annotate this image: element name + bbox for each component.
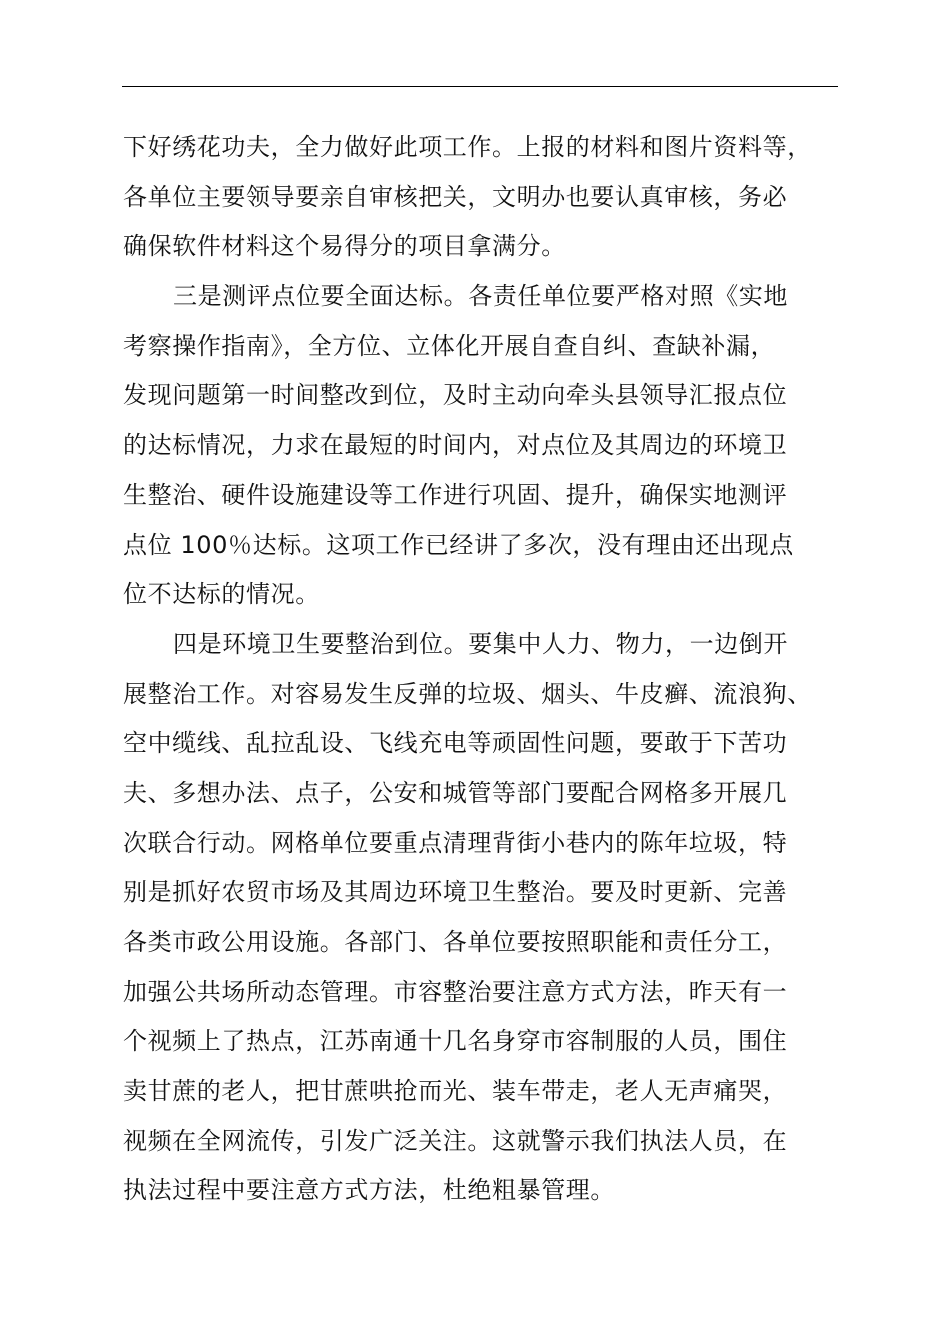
text-line: 各单位主要领导要亲自审核把关，文明办也要认真审核，务必 [123, 182, 788, 211]
text-line: 视频在全网流传，引发广泛关注。这就警示我们执法人员，在 [123, 1126, 788, 1155]
text-line: 各类市政公用设施。各部门、各单位要按照职能和责任分工， [123, 928, 788, 956]
text-line: 位不达标的情况。 [123, 580, 320, 609]
text-line: 卖甘蔗的老人，把甘蔗哄抢而光、装车带走，老人无声痛哭， [123, 1077, 788, 1106]
paragraph-first-line: 四是环境卫生要整治到位。要集中人力、物力，一边倒开 [173, 629, 788, 658]
text-line: 执法过程中要注意方式方法，杜绝粗暴管理。 [123, 1176, 615, 1205]
text-line: 发现问题第一时间整改到位，及时主动向牵头县领导汇报点位 [123, 381, 788, 410]
text-line: 的达标情况，力求在最短的时间内，对点位及其周边的环境卫 [123, 431, 788, 460]
paragraph-first-line: 三是测评点位要全面达标。各责任单位要严格对照《实地 [173, 282, 788, 311]
text-line: 夫、多想办法、点子，公安和城管等部门要配合网格多开展几 [123, 778, 788, 807]
text-line: 点位 100％达标。这项工作已经讲了多次，没有理由还出现点 [123, 530, 794, 559]
text-line: 考察操作指南》，全方位、立体化开展自查自纠、查缺补漏， [123, 331, 776, 360]
text-line: 确保软件材料这个易得分的项目拿满分。 [123, 232, 566, 261]
text-line: 别是抓好农贸市场及其周边环境卫生整治。要及时更新、完善 [123, 878, 788, 907]
header-rule [122, 86, 838, 87]
document-body [123, 123, 858, 1216]
text-line: 加强公共场所动态管理。市容整治要注意方式方法，昨天有一 [123, 977, 788, 1006]
text-line: 展整治工作。对容易发生反弹的垃圾、烟头、牛皮癣、流浪狗、 [123, 679, 812, 708]
text-line: 次联合行动。网格单位要重点清理背街小巷内的陈年垃圾，特 [123, 828, 788, 857]
text-line: 个视频上了热点，江苏南通十几名身穿市容制服的人员，围住 [123, 1027, 788, 1056]
text-line: 生整治、硬件设施建设等工作进行巩固、提升，确保实地测评 [123, 480, 788, 509]
text-line: 下好绣花功夫，全力做好此项工作。上报的材料和图片资料等， [123, 133, 812, 161]
text-line: 空中缆线、乱拉乱设、飞线充电等顽固性问题，要敢于下苦功 [123, 729, 788, 758]
